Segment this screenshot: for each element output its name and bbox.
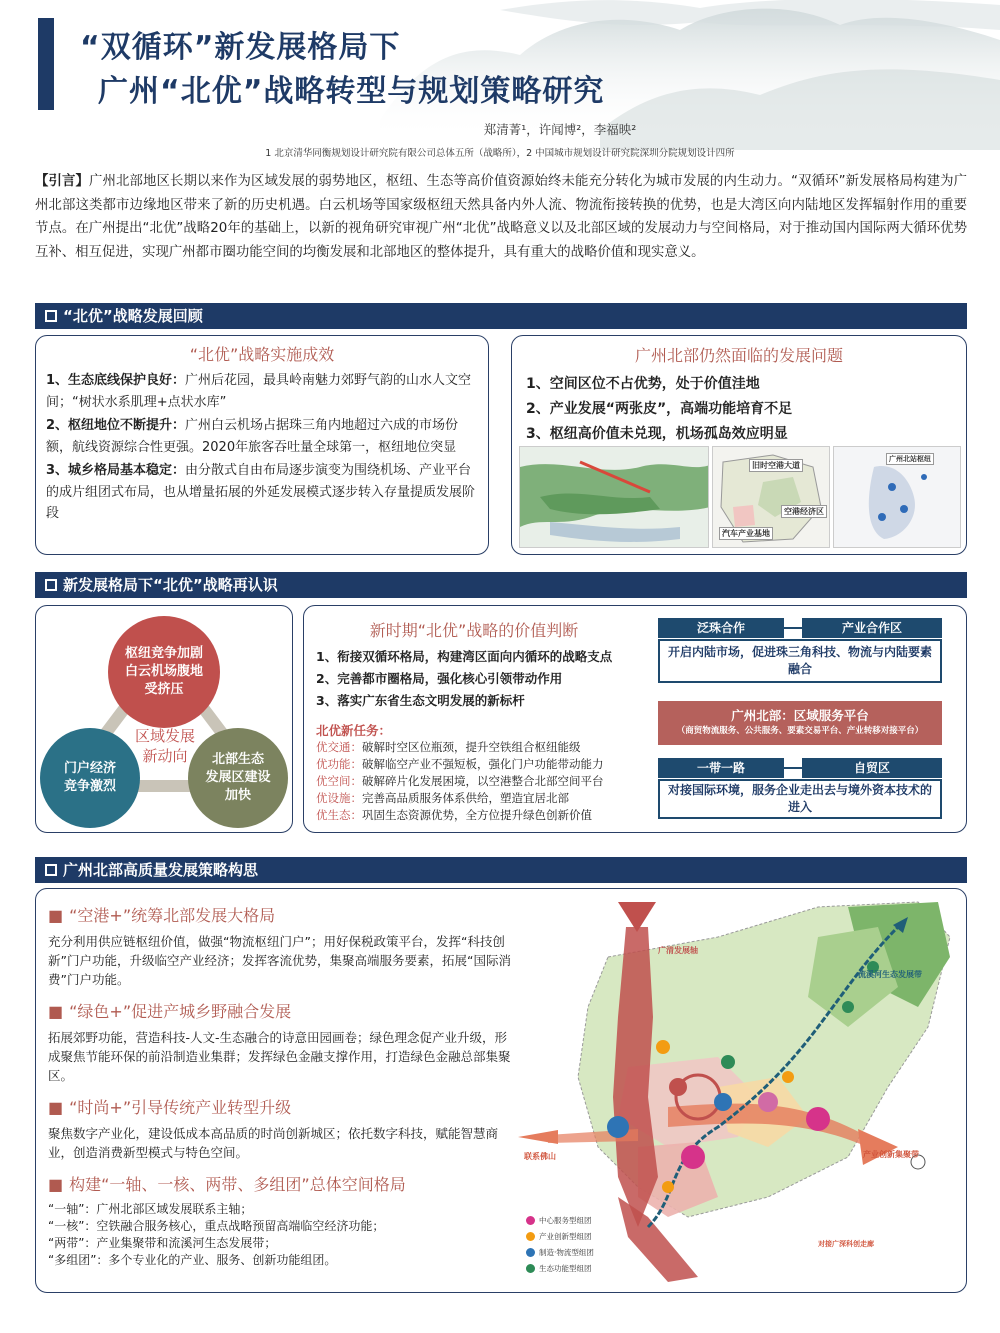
checkbox-square-icon [45,864,57,876]
strategy-text-column [48,903,513,1269]
strategy-heading [48,1095,513,1118]
mission-item [316,756,604,773]
mission-item [316,773,604,790]
problem-item: 1、空间区位不占优势，处于价值洼地 [526,376,760,392]
achievements-title: “北优”战略实施成效 [189,345,335,364]
affiliations: 1 北京清华同衡规划设计研究院有限公司总体五所（战略所），2 中国城市规划设计研究院深圳分院规划设计四所 [265,148,735,159]
value-item: 1、衔接双循环格局，构建湾区面向内循环的战略支点 [316,649,613,664]
map-label-axis: 广清发展轴 [658,946,698,955]
strategy-marker-icon: ■ [48,1175,64,1194]
box-head-pan-pearl: 泛珠合作 [658,618,784,638]
mission-key: 优生态： [316,808,362,822]
value-item: 3、落实广东省生态文明发展的新标杆 [316,693,525,708]
box-body-international: 对接国际环境，服务企业走出去与境外资本技术的进入 [658,779,942,819]
map-label-airport-road: 旧时空港大道 [749,459,803,472]
legend-innovation [526,1231,592,1242]
mission-value: 破解临空产业不强短板，强化门户功能带动能力 [362,757,604,771]
legend-dot-icon [526,1264,535,1273]
strategy-text: 拓展郊野功能，营造科技-人文-生态融合的诗意田园画卷；绿色理念促产业升级，形成聚焦节能环保的前沿制造业集群；发挥绿色金融支撑作用，打造绿色金融总部集聚区。 [48,1030,511,1083]
mission-value: 巩固生态资源优势，全方位提升绿色创新价值 [362,808,592,822]
spatial-list [48,1201,513,1269]
spatial-item: “多组团”：多个专业化的产业、服务、创新功能组团。 [48,1253,337,1267]
box-head-belt-road: 一带一路 [658,758,784,778]
map-thumbnail-1 [519,446,709,548]
problems-list [512,366,966,447]
legend-label: 产业创新型组团 [539,1232,592,1241]
mission-key: 优空间： [316,774,362,788]
legend-label: 制造·物流型组团 [539,1248,594,1257]
platform-title: 广州北部：区域服务平台 [731,708,869,723]
map-label-foshan: 联系佛山 [524,1152,556,1161]
achievement-item [46,460,478,525]
circle-eco-zone: 北部生态 发展区建设 加快 [188,728,288,828]
mission-key: 优功能： [316,757,362,771]
strategy-marker-icon: ■ [48,906,64,925]
legend-label: 中心服务型组团 [539,1216,592,1225]
spatial-item: “一轴”：广州北部区域发展联系主轴； [48,1202,253,1216]
strategy-title: “时尚+”引导传统产业转型升级 [69,1098,292,1117]
value-title: 新时期“北优”战略的价值判断 [369,621,579,640]
achievements-list [36,365,488,525]
introduction [35,170,967,264]
mission-value: 破解时空区位瓶颈，提升空铁组合枢纽能级 [362,740,581,754]
intro-text: 广州北部地区长期以来作为区域发展的弱势地区，枢纽、生态等高价值资源始终未能充分转化为城市发展的内生动力。“双循环”新发展格局构建为广州北部这类都市边缘地区带来了新的历史机遇。白云机场等国家级枢纽天然具备内外人流、物流衔接转换的优势，也是大湾区向内陆地区发挥辐射作用的重要节点。在广州提出“北优”战略20年的基础上，以新的视角研究审视广州“北优”战略意义以及北部区域的发展动力与空间格局，对于推动国内国际两大循环优势互补、相互促进，实现广州都市圈功能空间的均衡发展和北部地区的整体提升，具有重大的战略价值和现实意义。 [35,174,968,260]
new-trends-panel [35,605,293,833]
mission-block [316,721,604,824]
spatial-structure-map [518,897,960,1287]
strategy-heading [48,999,513,1022]
problems-title: 广州北部仍然面临的发展问题 [634,346,843,365]
mission-item [316,807,604,824]
problem-item: 2、产业发展“两张皮”，高端功能培育不足 [526,401,793,417]
spatial-map-image [518,897,960,1287]
title-line-1: “双循环”新发展格局下 [80,30,401,65]
mission-label: 北优新任务： [316,723,392,738]
strategy-text: 充分利用供应链枢纽价值，做强“物流枢纽门户”；用好保税政策平台，发挥“科技创新”门户功能，升级临空产业经济；发挥客流优势，集聚高端服务要素，拓展“国际消费”门户功能。 [48,934,511,987]
achievement-head: 1、生态底线保护良好： [46,373,186,388]
strategy-text: 聚焦数字产业化，建设低成本高品质的时尚创新城区；依托数字科技，赋能智慧商业，创造消费新型模式与特色空间。 [48,1126,499,1160]
map-label-auto-base: 汽车产业基地 [719,527,773,540]
intro-lead: 【引言】 [35,174,90,189]
mission-item [316,790,604,807]
value-item: 2、完善都市圈格局，强化核心引领带动作用 [316,671,563,686]
mission-key: 优交通： [316,740,362,754]
legend-dot-icon [526,1216,535,1225]
section-1-header [35,303,967,329]
problem-item: 3、枢纽高价值未兑现，机场孤岛效应明显 [526,426,788,442]
box-body-inland: 开启内陆市场，促进珠三角科技、物流与内陆要素融合 [658,639,942,683]
legend-ecological [526,1263,592,1274]
legend-dot-icon [526,1248,535,1257]
achievement-item [46,370,478,413]
problems-panel [511,335,967,555]
strategy-panel [35,888,967,1293]
box-head-industry-zone: 产业合作区 [802,618,942,638]
value-judgement-panel [303,605,967,833]
achievements-panel [35,335,489,555]
map-label-industry-belt: 产业创新集聚带 [863,1150,919,1159]
map-label-gz-sz-corridor: 对接广深科创走廊 [818,1240,874,1248]
section-1-title: “北优”战略发展回顾 [63,307,203,325]
region-map-image [520,447,709,548]
authors: 郑清菁¹，许闻博²，李福映² [483,122,637,137]
map-thumbnail-2 [712,446,830,548]
connector-line [784,627,802,629]
title-line-2: 广州“北优”战略转型与规划策略研究 [98,74,605,109]
map-label-north-station: 广州北站枢纽 [886,453,934,465]
section-3-header [35,857,967,883]
section-3-title: 广州北部高质量发展策略构思 [63,861,259,879]
achievement-head: 2、枢纽地位不断提升： [46,418,186,433]
achievement-head: 3、城乡格局基本稳定： [46,463,186,478]
map-label-river-belt: 流溪河生态发展带 [858,970,922,979]
achievement-body: 由分散式自由布局逐步演变为围绕机场、产业平台的成片组团式布局，也从增量拓展的外延发展模式逐步转入存量提质发展阶段 [46,463,476,521]
regional-service-platform-box [658,701,942,745]
legend-service [526,1215,592,1226]
mission-item [316,739,604,756]
triangle-center-label: 区域发展 新动向 [134,727,195,765]
legend-label: 生态功能型组团 [539,1264,592,1273]
strategy-marker-icon: ■ [48,1002,64,1021]
circle-hub-competition: 枢纽竞争加剧 白云机场腹地 受挤压 [108,616,220,728]
strategy-marker-icon: ■ [48,1098,64,1117]
circle-gateway-economy: 门户经济 竞争激烈 [40,728,140,828]
achievement-body: 广州白云机场占据珠三角内地超过六成的市场份额，航线资源综合性更强。2020年旅客吞吐量全球第一，枢纽地位突显 [46,418,459,455]
section-2-title: 新发展格局下“北优”战略再认识 [63,576,278,594]
title-accent-bar [38,18,54,110]
map-thumbnail-3 [833,446,961,548]
checkbox-square-icon [45,310,57,322]
strategy-title: “空港+”统筹北部发展大格局 [69,906,276,925]
achievement-item [46,415,478,458]
strategy-title: 构建“一轴、一核、两带、多组团”总体空间格局 [69,1175,406,1194]
mission-key: 优设施： [316,791,362,805]
map-label-airport-zone: 空港经济区 [781,505,827,518]
connector-line [784,767,802,769]
checkbox-square-icon [45,579,57,591]
strategy-heading [48,903,513,926]
platform-subtitle: （商贸物流服务、公共服务、要素交易平台、产业转移对接平台） [676,726,924,736]
achievement-body: 广州后花园，最具岭南魅力郊野气韵的山水人文空间；“树状水系肌理+点状水库” [46,373,472,410]
spatial-item: “两带”：产业集聚带和流溪河生态发展带； [48,1236,277,1250]
value-list [316,646,612,712]
mission-value: 完善高品质服务体系供给，塑造宜居北部 [362,791,569,805]
strategy-heading [48,1172,513,1195]
legend-dot-icon [526,1232,535,1241]
section-2-header [35,572,967,598]
box-head-ftz: 自贸区 [802,758,942,778]
mission-value: 破解碎片化发展困境，以空港整合北部空间平台 [362,774,604,788]
spatial-item: “一核”：空铁融合服务核心，重点战略预留高端临空经济功能； [48,1219,385,1233]
strategy-title: “绿色+”促进产城乡野融合发展 [69,1002,292,1021]
legend-manufacturing [526,1247,594,1258]
